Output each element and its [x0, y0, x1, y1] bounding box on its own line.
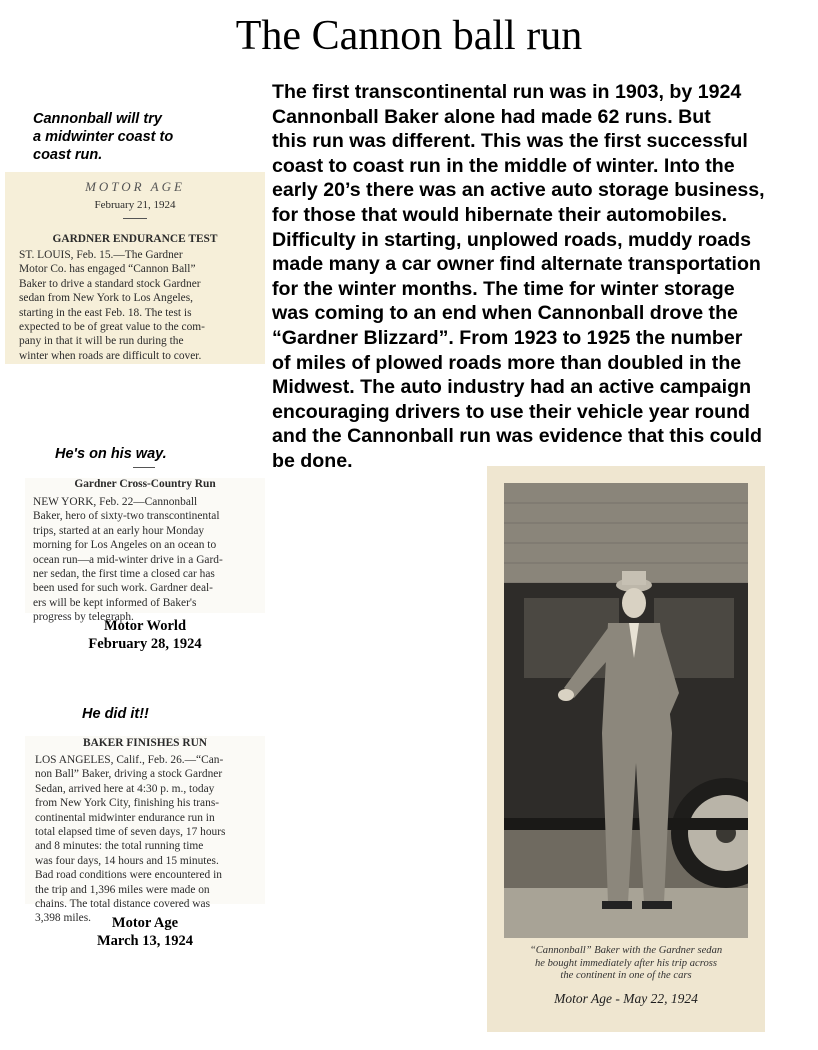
clip2-body: NEW YORK, Feb. 22—Cannonball Baker, hero of sixty-two transcontinental trips, started at an early hour Monday morning for Los Angeles on an ocean to ocean run—a mid-winter drive in a Gard- ner sedan, the first time a closed car has been used for such work. Gardner deal- ers will be kept informed of Baker's progress by telegraph. — [33, 496, 223, 624]
clip3-clipping — [25, 736, 265, 925]
clip2-divider — [133, 467, 155, 468]
clip1-caption: Cannonball will try a midwinter coast to coast run. — [33, 111, 174, 163]
clip3-publication: Motor Age March 13, 1924 — [97, 915, 193, 949]
clip2-publication: Motor World February 28, 1924 — [88, 618, 202, 652]
clip3-caption: He did it!! — [82, 706, 149, 722]
clip1-clipping — [5, 172, 265, 364]
clip1-body: ST. LOUIS, Feb. 15.—The Gardner Motor Co. has engaged “Cannon Ball” Baker to drive a standard stock Gardner sedan from New York to Los Angeles, starting in the east Feb. 18. The test is expected to be of great value to the com- pany in that it will be run during the winter when roads are difficult to cover. — [19, 249, 205, 362]
clip1-divider — [123, 218, 147, 219]
photo-caption: “Cannonball” Baker with the Gardner sedan he bought immediately after his trip across the continent in one of the cars — [529, 945, 723, 981]
cannonball-baker-photo — [504, 483, 748, 938]
page-title: The Cannon ball run — [235, 13, 583, 59]
clip2-headline: Gardner Cross-Country Run — [74, 478, 216, 490]
photo-credit: Motor Age - May 22, 1924 — [554, 991, 698, 1006]
clip2-caption: He's on his way. — [55, 446, 167, 462]
clip1-headline: GARDNER ENDURANCE TEST — [52, 233, 218, 245]
clip1-date: February 21, 1924 — [94, 199, 176, 211]
main-paragraph: The first transcontinental run was in 1903, by 1924 Cannonball Baker alone had made 62 runs. But this run was different. This was the first successful coast to coast run in the middle of winter. Into the early 20’s there was an active auto storage business, for those that would hibernate their automobiles. Difficulty in starting, unplowed roads, muddy roads made many a car owner find alternate transportation for the winter months. The time for winter storage was coming to an end when Cannonball drove the “Gardner Blizzard”. From 1923 to 1925 the number of miles of plowed roads more than doubled in the Midwest. The auto industry had an active campaign encouraging drivers to use their vehicle year round and the Cannonball run was evidence that this could be done. — [272, 81, 765, 472]
clip1-masthead: MOTOR AGE — [85, 179, 185, 194]
clip2-clipping — [25, 478, 265, 624]
clip3-body: LOS ANGELES, Calif., Feb. 26.—“Can- non Ball” Baker, driving a stock Gardner Sedan, arrived here at 4:30 p. m., today from New York City, finishing his trans- continental midwinter endurance run in total elapsed time of seven days, 17 hours and 8 minutes: the total running time was four days, 14 hours and 15 minutes. Bad road conditions were encountered in the trip and 1,396 miles were made on chains. The total distance covered was 3,398 miles. — [35, 754, 226, 925]
clip3-headline: BAKER FINISHES RUN — [82, 737, 208, 749]
